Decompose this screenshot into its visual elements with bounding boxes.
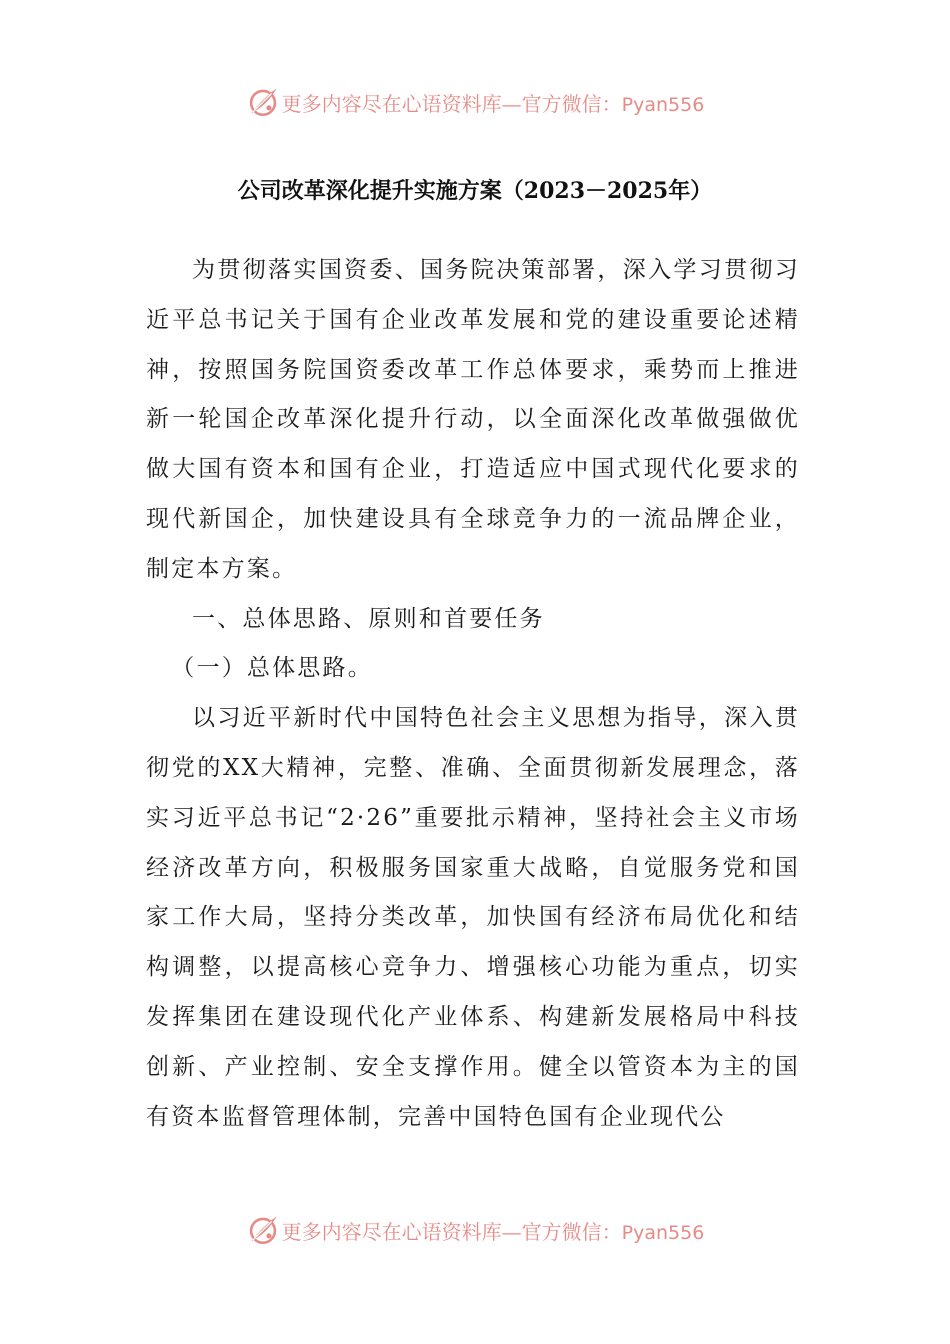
feather-pen-logo-icon — [246, 85, 280, 119]
document-title: 公司改革深化提升实施方案（2023－2025年） — [237, 178, 713, 204]
watermark-text — [282, 1216, 705, 1245]
watermark-slogan: 更多内容尽在心语资料库—官方微信： — [281, 1219, 622, 1244]
watermark-text — [282, 88, 705, 117]
document-body — [146, 246, 800, 1142]
feather-pen-logo-icon — [246, 1213, 280, 1247]
watermark-banner-top — [0, 82, 950, 122]
watermark-slogan: 更多内容尽在心语资料库—官方微信： — [281, 91, 622, 116]
wechat-id: Pyan556 — [621, 1221, 705, 1244]
intro-paragraph: 为贯彻落实国资委、国务院决策部署，深入学习贯彻习近平总书记关于国有企业改革发展和党的建设重要论述精神，按照国务院国资委改革工作总体要求，乘势而上推进新一轮国企改革深化提升行动，以全面深化改革做强做优做大国有资本和国有企业，打造适应中国式现代化要求的现代新国企，加快建设具有全球竞争力的一流品牌企业，制定本方案。 — [146, 257, 800, 582]
subsection-paragraph-1: 以习近平新时代中国特色社会主义思想为指导，深入贯彻党的XX大精神，完整、准确、全面贯彻新发展理念，落实习近平总书记“2·26”重要批示精神，坚持社会主义市场经济改革方向，积极服务国家重大战略，自觉服务党和国家工作大局，坚持分类改革，加快国有经济布局优化和结构调整，以提高核心竞争力、增强核心功能为重点，切实发挥集团在建设现代化产业体系、构建新发展格局中科技创新、产业控制、安全支撑作用。健全以管资本为主的国有资本监督管理体制，完善中国特色国有企业现代公 — [146, 705, 800, 1130]
section-heading-1: 一、总体思路、原则和首要任务 — [192, 605, 545, 632]
watermark-banner-bottom — [0, 1210, 950, 1250]
subsection-heading-1: （一）总体思路。 — [171, 655, 373, 682]
wechat-id: Pyan556 — [621, 93, 705, 116]
